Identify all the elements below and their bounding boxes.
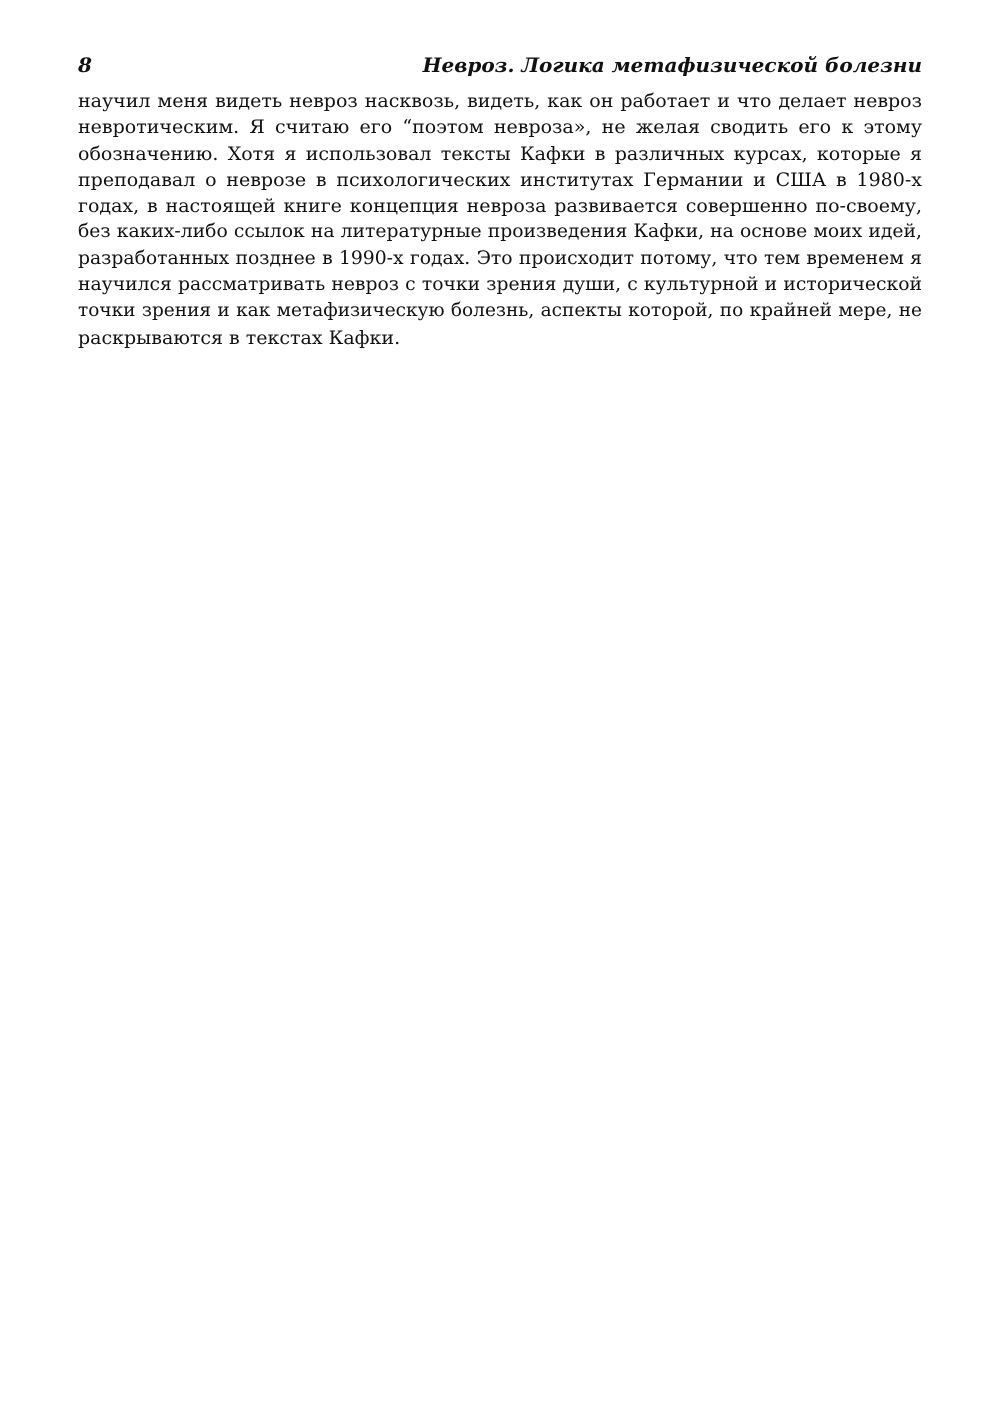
text-line: разработанных позднее в 1990-х годах. Это происходит потому, что тем временем я — [78, 247, 922, 269]
page-number: 8 — [78, 53, 92, 77]
text-line: без каких-либо ссылок на литературные произведения Кафки, на основе моих идей, — [78, 221, 922, 243]
text-line: годах, в настоящей книге концепция невроза развивается совершенно по-своему, — [78, 195, 922, 218]
text-line: точки зрения и как метафизическую болезнь, аспекты которой, по крайней мере, не — [78, 300, 922, 322]
running-header — [78, 50, 922, 80]
text-line: научился рассматривать невроз с точки зрения души, с культурной и исторической — [78, 274, 922, 296]
text-line: научил меня видеть невроз насквозь, видеть, как он работает и что делает невроз — [78, 90, 922, 112]
running-title: Невроз. Логика метафизической болезни — [422, 53, 922, 77]
body-paragraph — [78, 88, 922, 351]
text-line: раскрываются в текстах Кафки. — [78, 326, 401, 349]
text-line: обозначению. Хотя я использовал тексты Кафки в различных курсах, которые я — [78, 142, 922, 165]
text-line: невротическим. Я считаю его “поэтом невроза», не желая сводить его к этому — [78, 116, 922, 139]
text-line: преподавал о неврозе в психологических институтах Германии и США в 1980-х — [78, 168, 922, 191]
